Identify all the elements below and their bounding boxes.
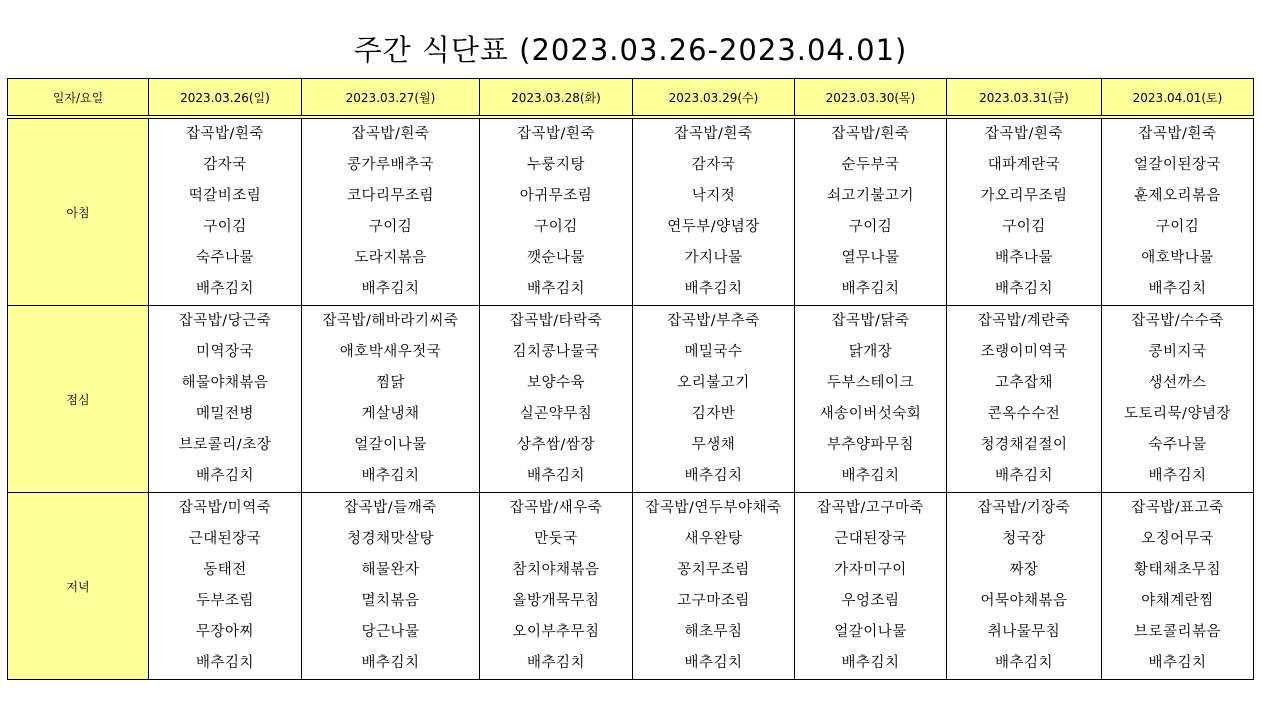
dish-item: 청경채맛살탕 [346, 531, 435, 547]
dish-item: 코다리무조림 [346, 188, 435, 204]
menu-cell [633, 493, 795, 680]
dish-item: 배추김치 [841, 281, 900, 297]
menu-cell [480, 117, 633, 306]
dish-item: 잡곡밥/계란죽 [977, 313, 1071, 329]
dish-item: 배추김치 [994, 281, 1054, 297]
dish-item: 잡곡밥/흰죽 [674, 126, 753, 142]
dish-item: 배추김치 [684, 655, 743, 671]
dish-item: 조랭이미역국 [980, 344, 1068, 360]
dish-item: 얼갈이나물 [834, 624, 907, 640]
dish-item: 청국장 [1002, 531, 1046, 547]
dish-item: 배추김치 [526, 281, 586, 297]
dish-item: 잡곡밥/새우죽 [509, 500, 603, 516]
dish-item: 만둣국 [534, 531, 578, 547]
dish-item: 콘옥수수전 [987, 406, 1061, 422]
dish-item: 구이김 [534, 219, 578, 235]
dish-list [302, 493, 479, 679]
menu-cell [633, 306, 795, 493]
menu-cell [795, 493, 947, 680]
dish-item: 야채계란찜 [1141, 593, 1214, 609]
dish-item: 배추김치 [684, 468, 743, 484]
menu-cell [480, 306, 633, 493]
dish-list [480, 493, 632, 679]
menu-cell [795, 306, 947, 493]
menu-cell [947, 493, 1102, 680]
dish-item: 배추김치 [195, 655, 255, 671]
dish-list [795, 306, 946, 492]
corner-header: 일자/요일 [8, 79, 149, 118]
dish-item: 근대된장국 [188, 531, 262, 547]
dish-item: 고추잡채 [994, 375, 1054, 391]
dish-item: 두부조림 [195, 593, 255, 609]
dish-item: 낙지젓 [691, 188, 736, 204]
day-header: 2023.04.01(토) [1102, 79, 1254, 118]
dish-item: 잡곡밥/미역죽 [178, 500, 272, 516]
dish-item: 배추김치 [195, 281, 255, 297]
dish-item: 생선까스 [1148, 375, 1207, 391]
dish-list [149, 119, 301, 305]
menu-cell [302, 306, 480, 493]
menu-cell [1102, 493, 1254, 680]
menu-cell [1102, 117, 1254, 306]
dish-item: 짜장 [1009, 562, 1039, 578]
dish-list [302, 119, 479, 305]
dish-list [633, 306, 794, 492]
dish-item: 김자반 [691, 406, 736, 422]
dish-item: 잡곡밥/흰죽 [517, 126, 595, 142]
dish-item: 새송이버섯숙회 [819, 406, 922, 422]
dish-item: 미역장국 [195, 344, 255, 360]
dish-item: 배추김치 [526, 468, 586, 484]
dish-list [633, 493, 794, 679]
dish-item: 도라지볶음 [354, 250, 427, 266]
dish-item: 숙주나물 [195, 250, 255, 266]
dish-item: 두부스테이크 [826, 375, 915, 391]
dish-item: 오리불고기 [677, 375, 750, 391]
dish-item: 가지나물 [684, 250, 743, 266]
dish-item: 얼갈이된장국 [1133, 157, 1222, 173]
dish-item: 배추김치 [1148, 281, 1207, 297]
dish-item: 실곤약무침 [519, 406, 593, 422]
dish-item: 황태채초무침 [1133, 562, 1222, 578]
dish-item: 얼갈이나물 [354, 437, 427, 453]
day-header: 2023.03.30(목) [795, 79, 947, 118]
meal-row-lunch [8, 306, 1254, 493]
menu-cell [795, 117, 947, 306]
day-header: 2023.03.26(일) [149, 79, 302, 118]
dish-item: 닭개장 [848, 344, 893, 360]
dish-item: 잡곡밥/해바라기씨죽 [322, 313, 459, 329]
menu-cell [149, 493, 302, 680]
dish-item: 고구마조림 [677, 593, 750, 609]
dish-item: 배추김치 [526, 655, 586, 671]
dish-list [1102, 119, 1253, 305]
page-title: 주간 식단표 (2023.03.26-2023.04.01) [353, 33, 908, 67]
header-row [8, 79, 1254, 118]
dish-list [633, 119, 794, 305]
dish-item: 아귀무조림 [519, 188, 593, 204]
dish-item: 오이부추무침 [512, 624, 600, 640]
dish-list [947, 119, 1101, 305]
dish-item: 어묵야채볶음 [980, 593, 1068, 609]
dish-item: 배추김치 [1148, 655, 1207, 671]
dish-list [947, 493, 1101, 679]
dish-list [795, 493, 946, 679]
dish-item: 올방개묵무침 [512, 593, 600, 609]
dish-item: 우엉조림 [841, 593, 900, 609]
menu-cell [149, 117, 302, 306]
dish-list [947, 306, 1101, 492]
dish-item: 구이김 [1155, 219, 1200, 235]
day-header: 2023.03.27(월) [302, 79, 480, 118]
dish-item: 배추김치 [841, 468, 900, 484]
dish-item: 순두부국 [841, 157, 900, 173]
dish-item: 찜닭 [375, 375, 405, 391]
day-header: 2023.03.29(수) [633, 79, 795, 118]
meal-row-dinner [8, 493, 1254, 680]
dish-item: 게살냉채 [361, 406, 420, 422]
dish-item: 무장아찌 [195, 624, 255, 640]
dish-item: 동태전 [203, 562, 247, 578]
dish-item: 배추나물 [994, 250, 1054, 266]
dish-item: 잡곡밥/당근죽 [178, 313, 272, 329]
dish-item: 잡곡밥/닭죽 [831, 313, 910, 329]
dish-item: 부추양파무침 [826, 437, 915, 453]
menu-cell [480, 493, 633, 680]
dish-item: 오징어무국 [1141, 531, 1214, 547]
dish-item: 숙주나물 [1148, 437, 1207, 453]
dish-item: 구이김 [203, 219, 247, 235]
dish-item: 잡곡밥/부추죽 [667, 313, 760, 329]
dish-list [302, 306, 479, 492]
dish-item: 브로콜리볶음 [1133, 624, 1222, 640]
dish-list [1102, 493, 1253, 679]
dish-item: 잡곡밥/표고죽 [1131, 500, 1224, 516]
dish-item: 잡곡밥/연두부야채죽 [645, 500, 782, 516]
dish-item: 대파계란국 [987, 157, 1061, 173]
dish-item: 잡곡밥/흰죽 [351, 126, 430, 142]
dish-item: 애호박새우젓국 [339, 344, 442, 360]
dish-item: 배추김치 [361, 468, 420, 484]
dish-item: 잡곡밥/흰죽 [1138, 126, 1217, 142]
dish-item: 잡곡밥/흰죽 [985, 126, 1063, 142]
day-header: 2023.03.31(금) [947, 79, 1102, 118]
dish-item: 잡곡밥/타락죽 [509, 313, 603, 329]
menu-cell [302, 117, 480, 306]
dish-item: 취나물무침 [987, 624, 1061, 640]
dish-item: 배추김치 [361, 655, 420, 671]
dish-item: 당근나물 [361, 624, 420, 640]
dish-list [149, 306, 301, 492]
menu-cell [1102, 306, 1254, 493]
dish-item: 배추김치 [684, 281, 743, 297]
dish-item: 메밀전병 [195, 406, 255, 422]
meal-row-breakfast [8, 117, 1254, 306]
dish-list [1102, 306, 1253, 492]
dish-list [795, 119, 946, 305]
meal-label: 점심 [8, 306, 149, 493]
menu-cell [149, 306, 302, 493]
dish-list [480, 306, 632, 492]
dish-item: 참치야채볶음 [512, 562, 600, 578]
dish-item: 잡곡밥/흰죽 [831, 126, 910, 142]
dish-item: 메밀국수 [684, 344, 743, 360]
dish-item: 김치콩나물국 [512, 344, 600, 360]
dish-item: 새우완탕 [684, 531, 743, 547]
meal-label: 아침 [8, 117, 149, 306]
dish-item: 열무나물 [841, 250, 900, 266]
dish-item: 잡곡밥/들깨죽 [344, 500, 437, 516]
dish-item: 쇠고기불고기 [826, 188, 915, 204]
dish-item: 배추김치 [195, 468, 255, 484]
dish-list [149, 493, 301, 679]
dish-item: 배추김치 [361, 281, 420, 297]
dish-item: 보양수육 [526, 375, 586, 391]
dish-item: 누룽지탕 [526, 157, 586, 173]
dish-item: 꽁치무조림 [677, 562, 750, 578]
dish-item: 감자국 [691, 157, 736, 173]
dish-item: 구이김 [848, 219, 893, 235]
dish-item: 상추쌈/쌈장 [517, 437, 595, 453]
meal-label: 저녁 [8, 493, 149, 680]
dish-item: 무생채 [691, 437, 736, 453]
dish-item: 애호박나물 [1141, 250, 1214, 266]
menu-cell [633, 117, 795, 306]
dish-item: 구이김 [1002, 219, 1046, 235]
dish-item: 해초무침 [684, 624, 743, 640]
dish-item: 배추김치 [994, 655, 1054, 671]
dish-item: 배추김치 [994, 468, 1054, 484]
dish-item: 브로콜리/초장 [178, 437, 272, 453]
dish-item: 잡곡밥/고구마죽 [817, 500, 924, 516]
dish-item: 잡곡밥/수수죽 [1131, 313, 1224, 329]
dish-item: 청경채겉절이 [980, 437, 1068, 453]
dish-item: 떡갈비조림 [188, 188, 262, 204]
dish-list [480, 119, 632, 305]
dish-item: 근대된장국 [834, 531, 907, 547]
menu-cell [947, 306, 1102, 493]
dish-item: 잡곡밥/흰죽 [186, 126, 264, 142]
dish-item: 감자국 [203, 157, 247, 173]
dish-item: 멸치볶음 [361, 593, 420, 609]
dish-item: 해물완자 [361, 562, 420, 578]
dish-item: 훈제오리볶음 [1133, 188, 1222, 204]
dish-item: 가자미구이 [834, 562, 907, 578]
dish-item: 배추김치 [1148, 468, 1207, 484]
dish-item: 구이김 [368, 219, 413, 235]
dish-item: 가오리무조림 [980, 188, 1068, 204]
day-header: 2023.03.28(화) [480, 79, 633, 118]
dish-item: 콩비지국 [1148, 344, 1207, 360]
dish-item: 배추김치 [841, 655, 900, 671]
dish-item: 해물야채볶음 [181, 375, 269, 391]
dish-item: 도토리묵/양념장 [1124, 406, 1231, 422]
menu-cell [302, 493, 480, 680]
weekly-menu-table [7, 78, 1254, 680]
dish-item: 깻순나물 [526, 250, 586, 266]
dish-item: 연두부/양념장 [667, 219, 760, 235]
menu-cell [947, 117, 1102, 306]
dish-item: 잡곡밥/기장죽 [977, 500, 1071, 516]
dish-item: 콩가루배추국 [346, 157, 435, 173]
